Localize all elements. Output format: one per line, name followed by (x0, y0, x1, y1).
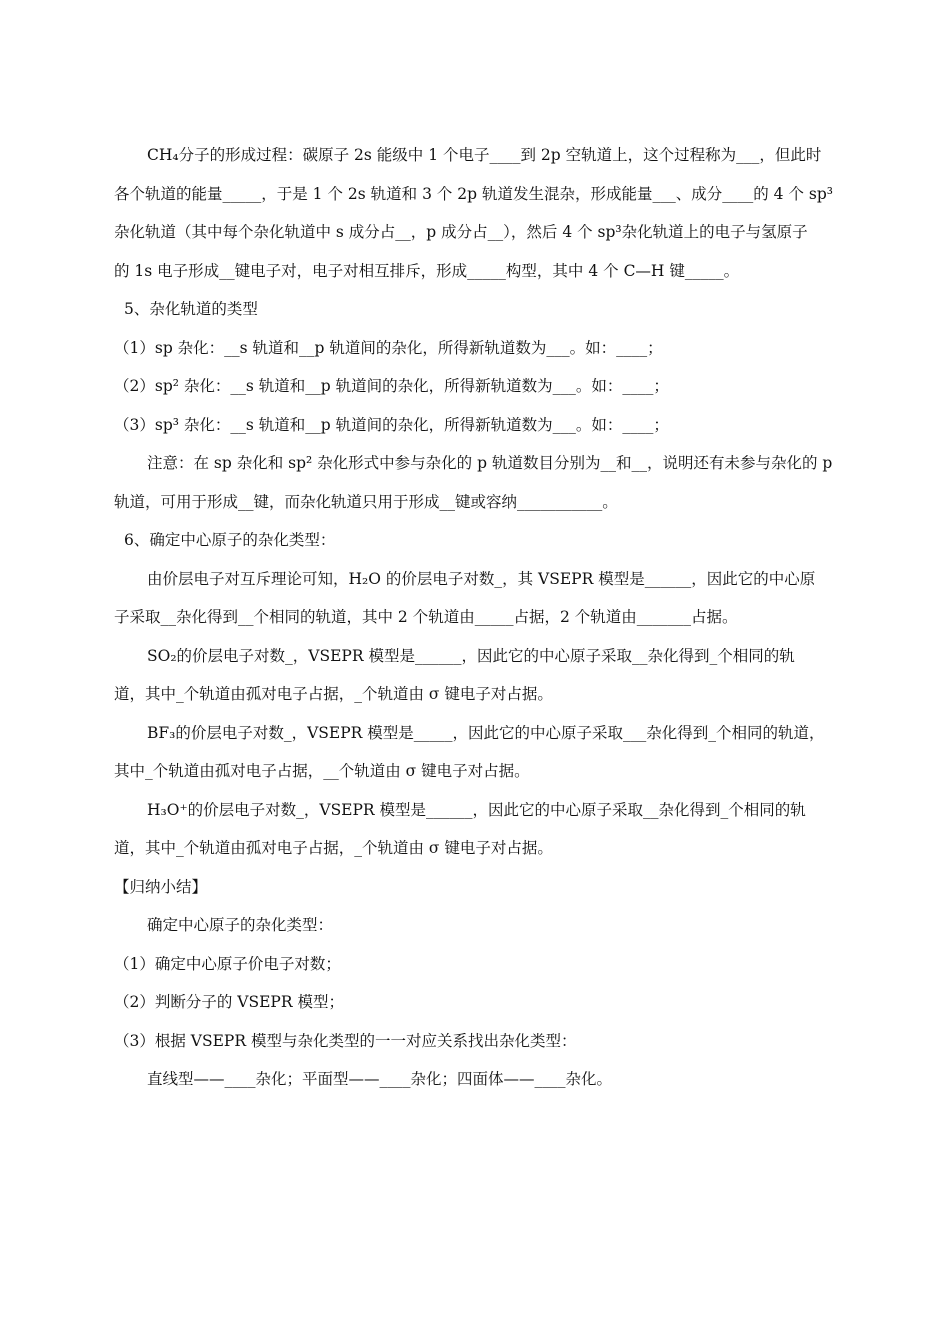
text-line: （3）根据 VSEPR 模型与杂化类型的一一对应关系找出杂化类型： (114, 1031, 577, 1050)
text-line: 子采取__杂化得到__个相同的轨道，其中 2 个轨道由_____占据，2 个轨道由_______占据。 (114, 608, 738, 626)
text-line: 注意：在 sp 杂化和 sp² 杂化形式中参与杂化的 p 轨道数目分别为__和__，说明还有未参与杂化的 p (147, 454, 833, 472)
text-line: （1）确定中心原子价电子对数； (114, 954, 341, 973)
summary-heading: 【归纳小结】 (114, 877, 208, 896)
text-line: 杂化轨道（其中每个杂化轨道中 s 成分占__，p 成分占__），然后 4 个 sp³杂化轨道上的电子与氢原子 (114, 223, 808, 241)
text-line: CH₄分子的形成过程：碳原子 2s 能级中 1 个电子____到 2p 空轨道上，这个过程称为___，但此时 (147, 146, 822, 164)
text-line: （1）sp 杂化：__s 轨道和__p 轨道间的杂化，所得新轨道数为___。如：____； (114, 338, 663, 357)
text-line: 由价层电子对互斥理论可知，H₂O 的价层电子对数_，其 VSEPR 模型是______，因此它的中心原 (147, 569, 816, 588)
text-line: （2）sp² 杂化：__s 轨道和__p 轨道间的杂化，所得新轨道数为___。如：____； (114, 377, 669, 395)
text-line: 确定中心原子的杂化类型： (147, 916, 334, 934)
text-line: BF₃的价层电子对数_，VSEPR 模型是_____，因此它的中心原子采取___杂化得到_个相同的轨道， (147, 723, 825, 742)
section-heading: 5、杂化轨道的类型 (124, 300, 258, 318)
text-line: SO₂的价层电子对数_，VSEPR 模型是______，因此它的中心原子采取__杂化得到_个相同的轨 (147, 646, 795, 665)
text-line: 直线型——____杂化；平面型——____杂化；四面体——____杂化。 (147, 1070, 613, 1088)
text-line: 其中_个轨道由孤对电子占据，__个轨道由 σ 键电子对占据。 (114, 762, 530, 780)
text-line: （2）判断分子的 VSEPR 模型； (114, 993, 344, 1011)
text-line: 轨道，可用于形成__键，而杂化轨道只用于形成__键或容纳___________。 (114, 492, 618, 511)
text-line: H₃O⁺的价层电子对数_，VSEPR 模型是______，因此它的中心原子采取__杂化得到_个相同的轨 (147, 800, 806, 819)
text-line: 道，其中_个轨道由孤对电子占据，_个轨道由 σ 键电子对占据。 (114, 839, 553, 857)
text-line: （3）sp³ 杂化：__s 轨道和__p 轨道间的杂化，所得新轨道数为___。如：____； (114, 415, 669, 434)
text-line: 的 1s 电子形成__键电子对，电子对相互排斥，形成_____构型，其中 4 个 C—H 键_____。 (114, 261, 740, 280)
text-line: 各个轨道的能量_____，于是 1 个 2s 轨道和 3 个 2p 轨道发生混杂，形成能量___、成分____的 4 个 sp³ (114, 184, 833, 203)
document-body (114, 136, 874, 1099)
text-line: 道，其中_个轨道由孤对电子占据，_个轨道由 σ 键电子对占据。 (114, 685, 553, 703)
section-heading: 6、确定中心原子的杂化类型： (124, 531, 336, 549)
